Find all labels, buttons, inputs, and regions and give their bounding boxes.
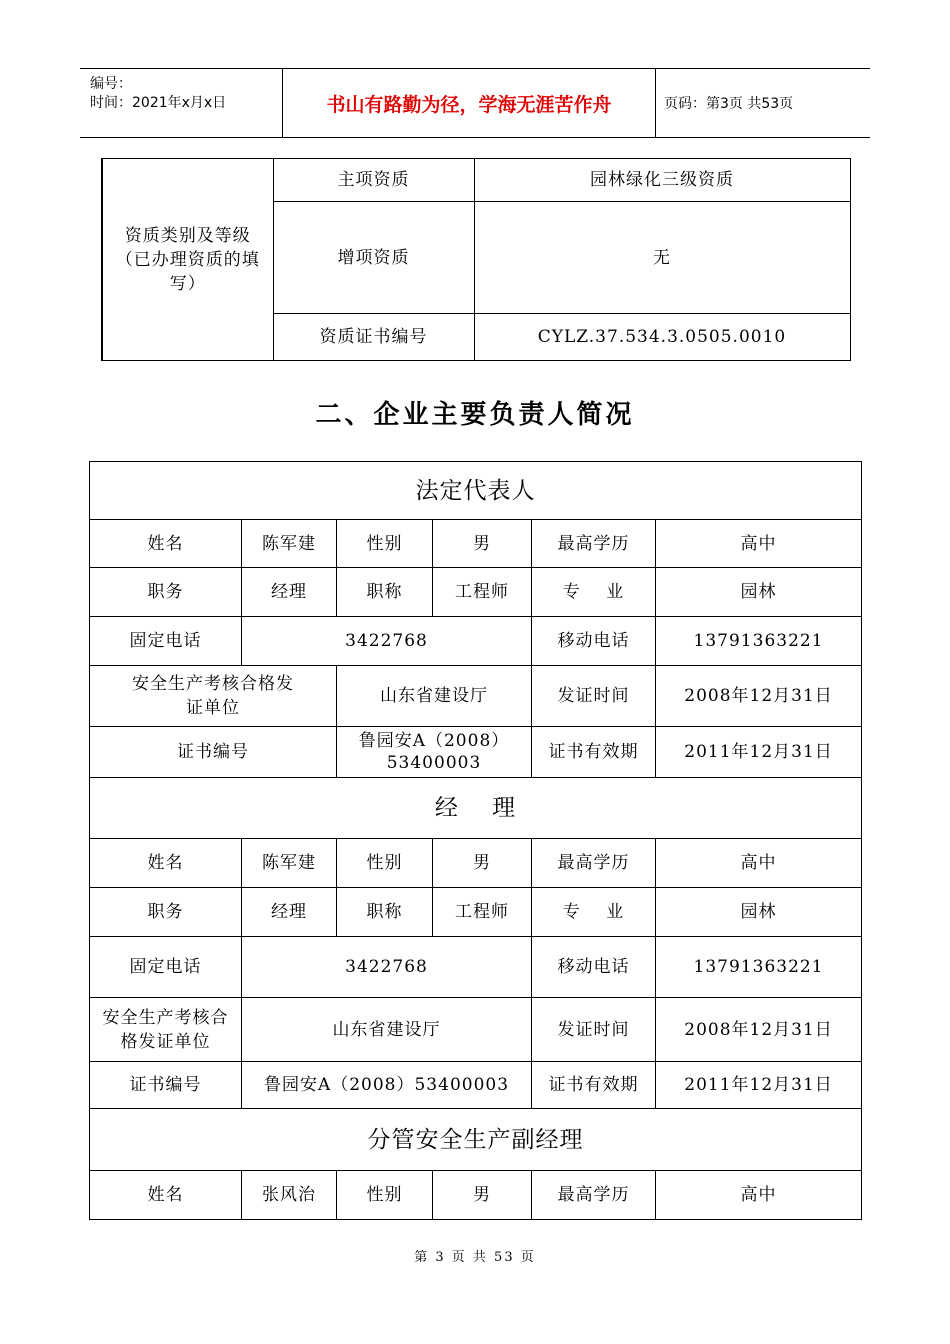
manager-position: 经理 [242, 888, 337, 937]
header-left [90, 75, 226, 113]
manager-gender: 男 [433, 839, 532, 888]
label-education: 最高学历 [532, 520, 656, 568]
qual-value-extra: 无 [474, 202, 850, 314]
manager-phone: 3422768 [242, 937, 532, 998]
label-safety-unit: 安全生产考核合格发证单位 [90, 998, 242, 1062]
header-motto: 书山有路勤为径，学海无涯苦作舟 [282, 69, 656, 137]
qual-label-extra: 增项资质 [273, 202, 474, 314]
manager-major: 园林 [656, 888, 862, 937]
legal-rep-issue-date: 2008年12月31日 [656, 666, 862, 727]
label-mobile: 移动电话 [532, 617, 656, 666]
qual-label-cert: 资质证书编号 [273, 314, 474, 361]
manager-name: 陈军建 [242, 839, 337, 888]
manager-title: 工程师 [433, 888, 532, 937]
label-cert-no: 证书编号 [90, 727, 337, 778]
label-phone: 固定电话 [90, 617, 242, 666]
code-label: 编号： [90, 76, 132, 92]
label-title: 职称 [337, 568, 433, 617]
legal-rep-heading: 法定代表人 [90, 462, 862, 520]
label-mobile: 移动电话 [532, 937, 656, 998]
label-gender: 性别 [337, 520, 433, 568]
legal-rep-validity: 2011年12月31日 [656, 727, 862, 778]
label-cert-no: 证书编号 [90, 1062, 242, 1109]
label-name: 姓名 [90, 839, 242, 888]
section-title: 二、企业主要负责人简况 [315, 400, 635, 430]
manager-cert-no: 鲁园安A（2008）53400003 [242, 1062, 532, 1109]
label-gender: 性别 [337, 839, 433, 888]
label-major: 专 业 [532, 568, 656, 617]
page-footer: 第 3 页 共 53 页 [414, 1250, 536, 1265]
label-validity: 证书有效期 [532, 1062, 656, 1109]
label-issue-date: 发证时间 [532, 998, 656, 1062]
label-name: 姓名 [90, 520, 242, 568]
page-header [80, 68, 870, 138]
qual-value-main: 园林绿化三级资质 [474, 159, 850, 202]
label-education: 最高学历 [532, 839, 656, 888]
safety-vp-education: 高中 [656, 1171, 862, 1220]
manager-safety-unit: 山东省建设厅 [242, 998, 532, 1062]
qualification-category-label: 资质类别及等级（已办理资质的填写） [102, 159, 273, 361]
label-gender: 性别 [337, 1171, 433, 1220]
legal-rep-cert-no: 鲁园安A（2008）53400003 [337, 727, 532, 778]
qualification-table [101, 158, 851, 361]
qual-label-main: 主项资质 [273, 159, 474, 202]
legal-rep-title: 工程师 [433, 568, 532, 617]
legal-rep-name: 陈军建 [242, 520, 337, 568]
legal-rep-safety-unit: 山东省建设厅 [337, 666, 532, 727]
label-title: 职称 [337, 888, 433, 937]
header-page-info: 页码：第3页 共53页 [664, 96, 794, 112]
label-issue-date: 发证时间 [532, 666, 656, 727]
label-name: 姓名 [90, 1171, 242, 1220]
manager-education: 高中 [656, 839, 862, 888]
legal-rep-mobile: 13791363221 [656, 617, 862, 666]
label-safety-unit: 安全生产考核合格发证单位 [90, 666, 337, 727]
safety-vp-gender: 男 [433, 1171, 532, 1220]
manager-mobile: 13791363221 [656, 937, 862, 998]
label-position: 职务 [90, 568, 242, 617]
label-education: 最高学历 [532, 1171, 656, 1220]
time-label: 时间：2021年x月x日 [90, 95, 227, 111]
qual-value-cert: CYLZ.37.534.3.0505.0010 [474, 314, 850, 361]
legal-rep-position: 经理 [242, 568, 337, 617]
legal-rep-gender: 男 [433, 520, 532, 568]
manager-issue-date: 2008年12月31日 [656, 998, 862, 1062]
safety-vp-heading: 分管安全生产副经理 [90, 1109, 862, 1171]
legal-rep-major: 园林 [656, 568, 862, 617]
safety-vp-name: 张风治 [242, 1171, 337, 1220]
legal-rep-phone: 3422768 [242, 617, 532, 666]
label-validity: 证书有效期 [532, 727, 656, 778]
label-position: 职务 [90, 888, 242, 937]
legal-rep-education: 高中 [656, 520, 862, 568]
label-phone: 固定电话 [90, 937, 242, 998]
principal-table [89, 461, 862, 1220]
label-major: 专 业 [532, 888, 656, 937]
manager-validity: 2011年12月31日 [656, 1062, 862, 1109]
manager-heading: 经 理 [90, 778, 862, 839]
